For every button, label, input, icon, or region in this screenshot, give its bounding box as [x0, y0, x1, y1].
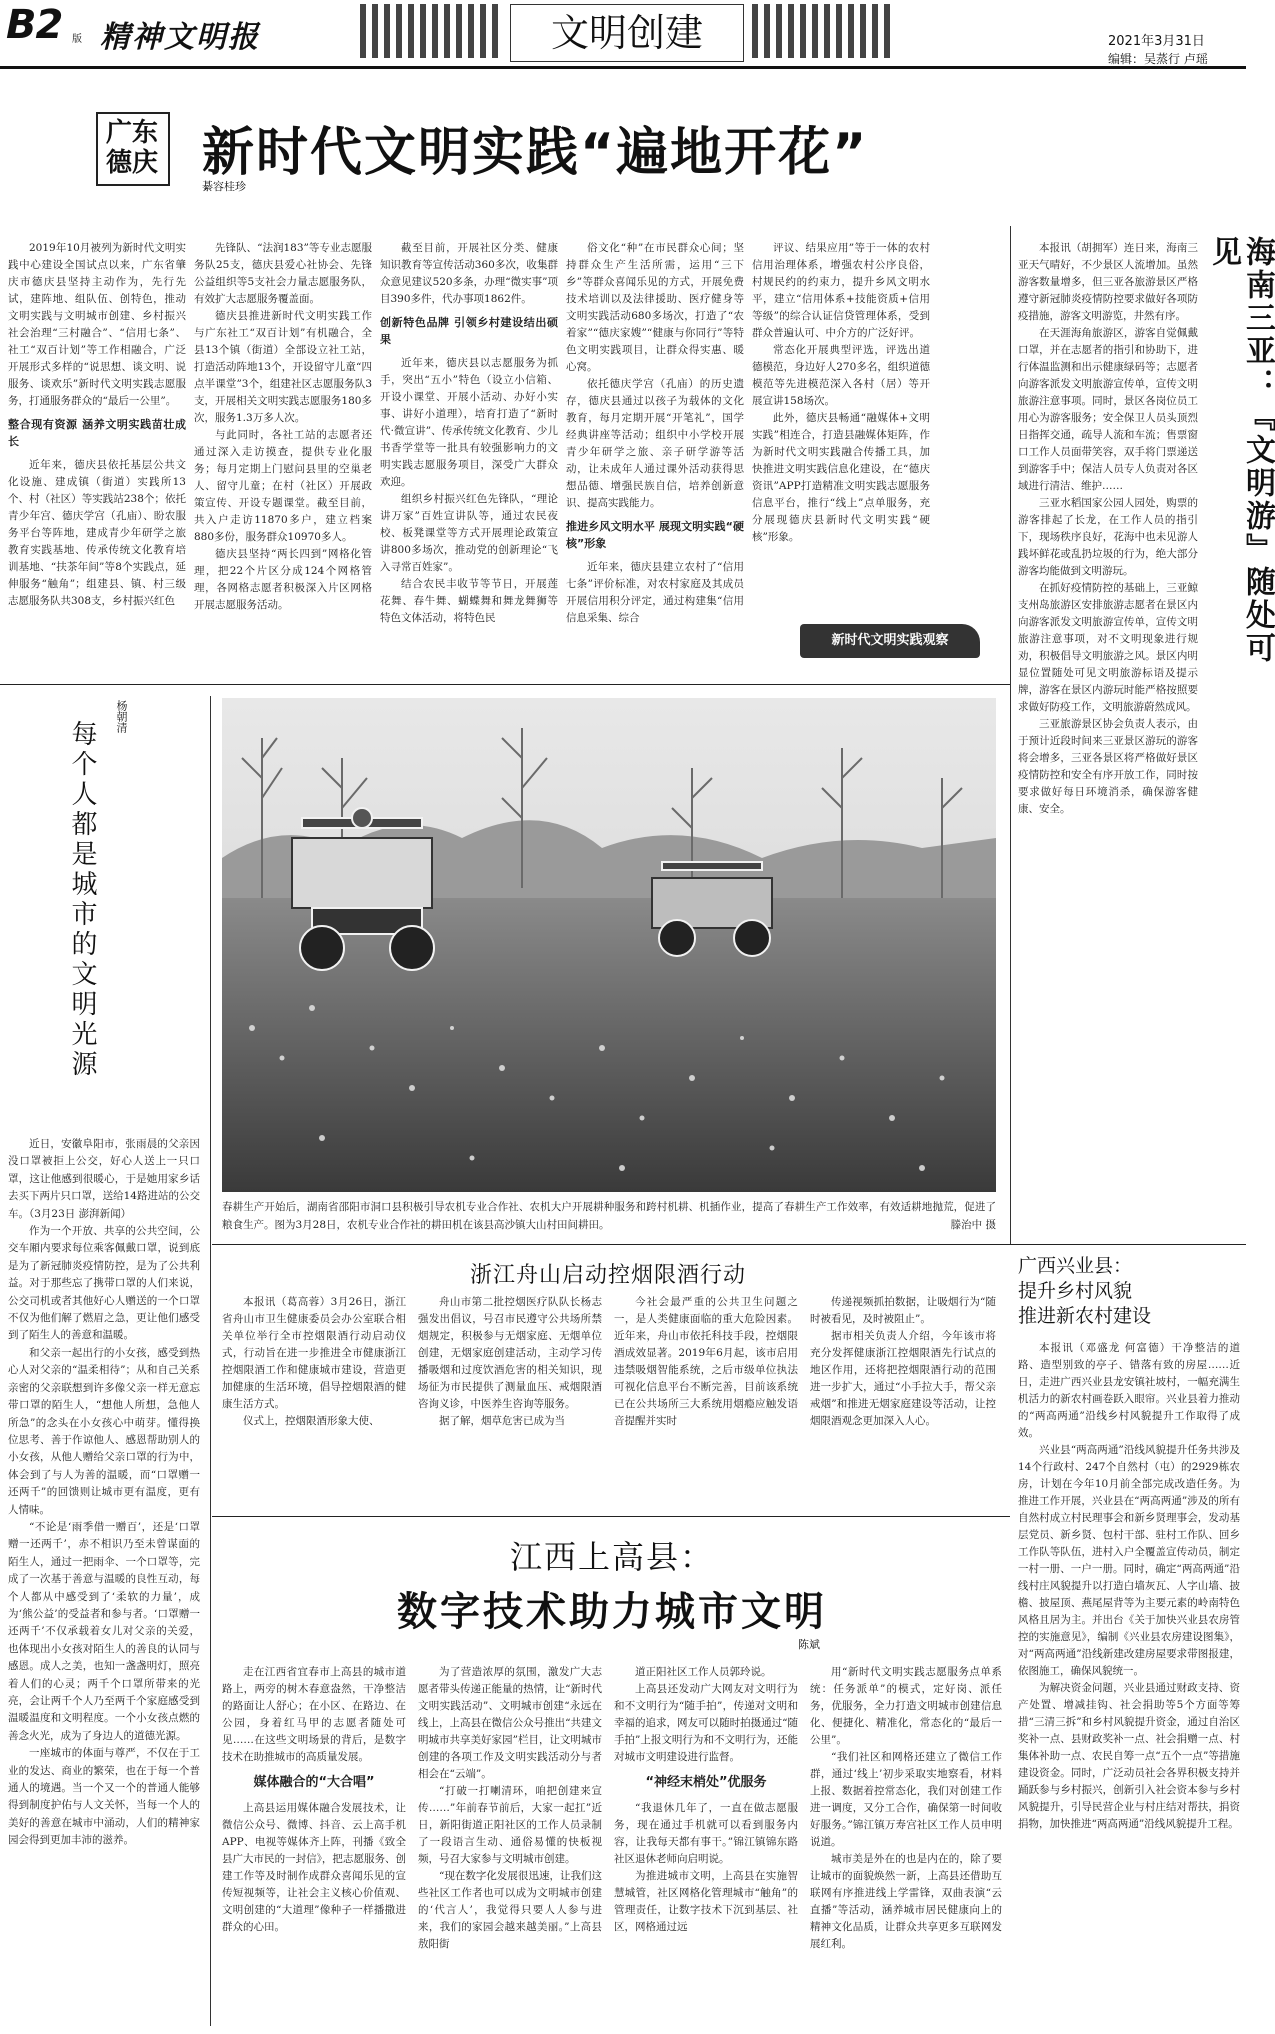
paragraph: 德庆县坚持“两长四到”网格化管理，把22个片区分成124个网格管理，各网格志愿者积极深入片区网格开展志愿服务活动。	[194, 548, 372, 611]
hainan-body	[1018, 240, 1198, 1240]
paragraph: 兴业县“两高两通”沿线风貌提升任务共涉及14个行政村、247个自然村（屯）的2929栋农房，计划在今年10月前全部完成改造任务。为推进工作开展，兴业县在“两高两通”涉及的所有自然村成立村民理事会和新乡贤理事会，发动基层党员、新乡贤、包村干部、驻村工作队、回乡工作队等队伍，进村入户全覆盖宣传动员，制定一村一册、一户一册。同时，确定“两高两通”沿线村庄风貌提升以打造白墙灰瓦、人字山墙、披檐、披屋顶、燕尾屋背等为主要元素的岭南特色风格且居为主。并出台《关于加快兴业县农房管控的实施意见》，编制《兴业县农房建设图集》，对“两高两通”沿线新建改建房屋要求带图报建，依图施工，确保风貌统一。	[1018, 1444, 1240, 1677]
jiangxi-byline: 陈斌	[798, 1638, 820, 1651]
paragraph: 在抓好疫情防控的基础上，三亚鲸支州岛旅游区安排旅游志愿者在景区内向游客派发文明旅游宣传单，宣传文明旅游注意事项，对不文明现象进行规劝，积极倡导文明旅游之风。景区内明显位置随处可见文明旅游标语及提示牌，游客在景区内游玩时能严格按照要求做好防疫工作，文明旅游蔚然成风。	[1018, 582, 1198, 713]
paragraph: 城市美是外在的也是内在的，除了要让城市的面貌焕然一新，上高县还借助互联网有序推进线上学雷锋，双曲表演“云直播”等活动，涵养城市居民健康向上的精神文化品质，让群众共享更多互联网发展红利。	[810, 1853, 1002, 1950]
paragraph: 和父亲一起出行的小女孩，感受到热心人对父亲的“温柔相待”；从和自己关系亲密的父亲联想到许多像父亲一样无意忘带口罩的陌生人，“想他人所想，急他人所急”的念头在小女孩心中萌芽。懂得换位思考、善于作谅他人、感恩帮助别人的小女孩，从他人赠给父亲口罩的行为中，体会到了与人为善的温暖，而“口罩赠一还两千”的回馈则让城市更有温度，更有人情味。	[8, 1346, 200, 1516]
paragraph: 传递视频抓拍数据，让吸烟行为“随时被看见，及时被阻止”。	[810, 1296, 996, 1325]
jiangxi-title-1: 江西上高县：	[509, 1538, 714, 1576]
main-col-4	[566, 240, 744, 672]
page-number: B2	[6, 2, 63, 48]
farm-field-photo	[222, 698, 996, 1192]
masthead-stripes-right	[752, 4, 892, 58]
paragraph: 依托德庆学宫（孔庙）的历史遗存，德庆县通过以孩子为载体的文化教育，每月定期开展“开笔礼”，国学经典讲座等活动；组织中小学校开展青少年研学之旅、亲子研学游等活动，让未成年人通过课外活动获得思想品德、增强民族自信，培养创新意识、提高实践能力。	[566, 378, 744, 509]
paragraph: 一座城市的体面与尊严，不仅在于工业的发达、商业的繁荣，也在于每一个普通人的境遇。当一个又一个的普通人能够得到制度护佑与人文关怀，当每一个人的美好的善意在城市中涌动，人们的精神家园会得到更加丰沛的滋养。	[8, 1747, 200, 1847]
paragraph: 为推进城市文明，上高县在实施智慧城管，社区网格化管理城市“触角”的管理责任，让数字技术下沉到基层、社区，网格通过远	[614, 1870, 798, 1933]
subhead: 推进乡风文明水平 展现文明实践“硬核”形象	[566, 520, 744, 550]
region-tag-line1: 广东	[106, 118, 159, 148]
paragraph: 近日，安徽阜阳市，张雨晨的父亲因没口罩被拒上公交，好心人送上一只口罩，这让他感到很暖心，于是她用家乡话去买下两片只口罩，送给14路进站的公交车。（3月23日 澎湃新闻）	[8, 1138, 200, 1220]
masthead	[0, 0, 1246, 70]
jiangxi-col-2	[418, 1664, 602, 2024]
paragraph: 俗文化“种”在市民群众心间；坚持群众生产生活所需，运用“三下乡”等群众喜闻乐见的方式，开展免费技术培训以及法律援助、医疗健身等文明实践活动680多场次，打造了“农着家”“德庆家嫂”“健康与你同行”等特色文明实践项目，让群众得实惠、暖心窝。	[566, 242, 744, 373]
region-tag-line2: 德庆	[106, 148, 159, 178]
paragraph: “不论是‘雨季借一赠百’，还是‘口罩赠一还两千’，赤不相识乃至未曾谋面的陌生人，通过一把雨伞、一个口罩等，完成了一次基于善意与温暖的良性互动，每个人都从中感受到了‘柔软的力量’，成为‘熊公益’的受益者和参与者。‘口罩赠一还两千’不仅承载着女儿对父亲的关爱，也体现出小女孩对陌生人的善良的认同与感恩。成人之美，也知一盏盏明灯，照亮着人们的心灵；两千个口罩所带来的光亮，会让两千个人乃至两千个家庭感受到温暖温度和文明程度。一个小女孩点燃的善念火光，成为了身边人的道德光源。	[8, 1520, 200, 1742]
paragraph: 德庆县推进新时代文明实践工作与广东社工“双百计划”有机融合，全县13个镇（街道）全部设立社工站，打造活动阵地13个，开设留守儿童“四点半课堂”3个，组建社区志愿服务队3支，开展相关文明实践志愿服务180多次，服务1.3万多人次。	[194, 310, 372, 424]
column-rule	[210, 696, 211, 2026]
paragraph: 本报讯（葛高蓉）3月26日，浙江省舟山市卫生健康委员会办公室联合相关单位举行全市控烟限酒行动启动仪式，行动旨在进一步推进全市健康浙江控烟限酒工作和健康城市建设，营造更加健康的生活环境，倡导控烟限酒的健康生活方式。	[222, 1296, 406, 1410]
headline: 新时代文明实践“遍地开花”	[202, 123, 869, 183]
page-suffix: 版	[72, 34, 82, 45]
paragraph: 近年来，德庆县建立农村了“信用七条”评价标准，对农村家庭及其成员开展信用积分评定，通过构建集“信用信息采集、综合	[566, 561, 744, 624]
paragraph: 近年来，德庆县依托基层公共文化设施、建成镇（街道）实践所13个、村（社区）等实践站238个；依托青少年宫、德庆学宫（孔庙）、盼农服务平台等阵地，建成青少年研学之旅教育实践基地、传承传统文化教育培训基地、“扶茶年间”等8个实践点，延伸服务“触角”；组建县、镇、村三级志愿服务队共308支，乡村振兴红色	[8, 459, 186, 607]
paragraph: “我退休几年了，一直在做志愿服务，现在通过手机就可以看到服务内容，让我每天都有事干。”锦江镇锦东路社区退休老师向启明说。	[614, 1802, 798, 1865]
zhoushan-col-1	[222, 1294, 406, 1506]
paragraph: 作为一个开放、共享的公共空间，公交车厢内要求每位乘客佩戴口罩，说到底是为了新冠肺炎疫情防控，是为了公共利益。对于那些忘了携带口罩的人们来说，公交司机或者其他好心人赠送的一个口罩不仅为他们解了燃眉之急，更让他们感受到了陌生人的善意和温暖。	[8, 1225, 200, 1342]
paragraph: 结合农民丰收节等节日，开展莲花舞、春牛舞、蝴蝶舞和舞龙舞狮等特色文体活动，将特色民	[380, 578, 558, 624]
paragraph: 今社会最严重的公共卫生问题之一，是人类健康面临的重大危险因素。近年来，舟山市依托科技手段，控烟限酒成效显著。2019年6月起，该市启用违禁吸烟智能系统，之后市级单位执法可视化信息平台不断完善，目前该系统已在公共场所三大系统用烟瘾应触发语音提醒并实时	[614, 1296, 798, 1427]
paragraph: 组织乡村振兴红色先锋队，“理论讲万家”百姓宣讲队等，通过农民夜校、板凳课堂等方式开展理论政策宣讲800多场次，推动党的创新理论“飞入寻常百姓家”。	[380, 493, 558, 573]
jiangxi-title-2: 数字技术助力城市文明	[397, 1589, 827, 1635]
hainan-title: 海南三亚：『文明游』随处可见	[1206, 236, 1275, 665]
zhoushan-headline: 浙江舟山启动控烟限酒行动	[469, 1263, 746, 1288]
paragraph: 本报讯（胡拥军）连日来，海南三亚天气晴好，不少景区人流增加。虽然游客数量增多，但三亚各旅游景区严格遵守新冠肺炎疫情防控要求做好各项防疫措施，游客文明游览，井然有序。	[1018, 242, 1198, 322]
paper-name: 精神文明报	[100, 20, 260, 55]
paragraph: 在天涯海角旅游区，游客自觉佩戴口罩，并在志愿者的指引和协助下，进行体温监测和出示健康绿码等；志愿者向游客派发文明旅游宣传单，宣传文明旅游注意事项。同时，景区各岗位员工用心为游客服务；安全保卫人员头顶烈日指挥交通，疏导人流和车流；售票窗口工作人员面带笑容，双手将门票递送到游客手中；保洁人员专人负责对各区域进行清洁、维护……	[1018, 327, 1198, 492]
paragraph: 三亚水稻国家公园人园处，购票的游客排起了长龙，在工作人员的指引下，现场秩序良好，花海中也未见游人践坏鲜花或乱扔垃圾的行为，绝大部分游客均能做到文明游玩。	[1018, 497, 1198, 577]
section-rule	[212, 1516, 1010, 1517]
paragraph: 三亚旅游景区协会负责人表示，由于预计近段时间来三亚景区游玩的游客将会增多，三亚各景区将严格做好景区疫情防控和安全有序开放工作，同时按要求做好每日环境消杀，确保游客健康、安全。	[1018, 718, 1198, 815]
guangxi-title-1: 广西兴业县：	[1018, 1255, 1133, 1277]
subhead: 创新特色品牌 引领乡村建设结出硕果	[380, 316, 558, 346]
paragraph: 上高县还发动广大网友对文明行为和不文明行为“随手拍”，传递对文明和幸福的追求，网友可以随时拍摄通过“随手拍”上报文明行为和不文明行为，还能对城市文明建设进行监督。	[614, 1683, 798, 1763]
editors: 编辑：吴蒸行 卢瑶	[1108, 52, 1208, 66]
paragraph: 本报讯（邓盛龙 何富德）干净整洁的道路、造型别致的亭子、错落有致的房屋……近日，走进广西兴业县龙安镇社坡村，一幅充满生机活力的新农村画卷跃入眼帘。兴业县着力推动的“两高两通”沿线乡村风貌提升工作取得了成效。	[1018, 1342, 1240, 1439]
main-col-1	[8, 240, 186, 672]
practice-badge: 新时代文明实践观察	[800, 624, 980, 658]
paragraph: “现在数字化发展很迅速，让我们这些社区工作者也可以成为文明城市创建的‘代言人’，我觉得只要人人参与进来，我们的家园会越来越美丽。”上高县敖阳街	[418, 1870, 602, 1950]
paragraph: 此外，德庆县畅通“融媒体+文明实践”相连合，打造县融媒体矩阵，作为新时代文明实践融合传播工具，加快推进文明实践信息化建设，在“德庆资讯”APP打造精准文明实践志愿服务信息平台，推行“线上”点单服务，充分展现德庆县新时代文明实践“硬核”形象。	[752, 412, 930, 543]
paragraph: 走在江西省宜春市上高县的城市道路上，两旁的树木春意盎然，干净整洁的路面让人舒心；在小区、在路边、在公园，身着红马甲的志愿者随处可见……在这些文明场景的背后，是数字技术在助推城市的高质量发展。	[222, 1666, 406, 1763]
region-tag	[96, 112, 170, 186]
paragraph: 用“新时代文明实践志愿服务点单系统：任务派单”的模式，定好岗、派任务，优服务，全力打造文明城市创建信息化、便捷化、精准化，常态化的“最后一公里”。	[810, 1666, 1002, 1746]
paragraph: 仪式上，控烟限酒形象大使、	[243, 1415, 380, 1427]
commentary-body	[8, 1136, 200, 2016]
subhead: 媒体融合的“大合唱”	[253, 1775, 375, 1790]
paragraph: 为了营造浓厚的氛围，激发广大志愿者带头传递正能量的热情，让“新时代文明实践活动”、文明城市创建“永远在线上，上高县在微信公众号推出“共建文明城市共享美好家园”栏目，让文明城市创建的各项工作及文明实践活动分与者相会在“云端”。	[418, 1666, 602, 1780]
subhead: “神经末梢处”优服务	[645, 1775, 767, 1790]
paragraph: “我们社区和网格还建立了微信工作群，通过‘线上’初步采取实地察看，材料上报、数据着控常态化，我们对创建工作进一调度，又分工合作，确保第一时间收好服务。”锦江镇万寿宫社区工作人员申明说道。	[810, 1751, 1002, 1848]
guangxi-title-3: 推进新农村建设	[1018, 1305, 1152, 1327]
guangxi-title-block	[1018, 1254, 1238, 1330]
paragraph: “打破一打喇清环，咱把创建来宣传……”年前春节前后，大家一起扛”近日，新阳街道正阳社区的工作人员录制了一段语言生动、通俗易懂的快板视频，号召大家参与文明城市创建。	[418, 1785, 602, 1865]
paragraph: 截至目前，开展社区分类、健康知识教育等宣传活动360多次，收集群众意见建议520多条，办理“微实事”项目390多件，代办事项1862件。	[380, 242, 558, 305]
paragraph: 与此同时，各社工站的志愿者还通过深入走访摸查，提供专业化服务；每月定期上门慰问县里的空巢老人、留守儿童；在村（社区）开展政策宣传、开设专题课堂。截至目前，共入户走访11870多户，建立档案880多份，服务群众10970多人。	[194, 429, 372, 543]
commentary-author: 杨朝清	[115, 700, 128, 733]
zhoushan-col-3	[614, 1294, 798, 1506]
column-rule	[1010, 226, 1011, 1244]
masthead-stripes-left	[360, 4, 500, 58]
paragraph: 据了解，烟草危害已成为当	[439, 1415, 565, 1427]
guangxi-title-2: 提升乡村风貌	[1018, 1280, 1133, 1302]
section-rule	[212, 1244, 1246, 1245]
photo-caption	[222, 1198, 996, 1238]
zhoushan-col-2	[418, 1294, 602, 1506]
byline: 綦容桂珍	[202, 180, 246, 193]
paragraph: 舟山市第二批控烟医疗队队长杨志强发出倡议，号召市民遵守公共场所禁烟规定，积极参与无烟家庭、无烟单位创建，无烟家庭创建活动，主动学习传播吸烟和过度饮酒危害的相关知识，现场征为市民提供了测量血压、戒烟限酒咨询义诊，中医养生咨询等服务。	[418, 1296, 602, 1410]
news-photo	[222, 698, 996, 1192]
paragraph: 先锋队、“法润183”等专业志愿服务队25支，德庆县爱心社协会、先锋公益组织等5支社会力量志愿服务队，有效扩大志愿服务覆盖面。	[194, 242, 372, 305]
paragraph: 道正阳社区工作人员郭玲说。	[635, 1666, 772, 1678]
jiangxi-col-1	[222, 1664, 406, 2024]
paragraph: 评议、结果应用”等于一体的农村信用治理体系，增强农村公序良俗，村规民约的约束力，提升乡风文明水平，建立“信用体系+技能资质+信用等级”的综合认证信贷管理体系，受到群众普遍认可、中介方的广泛好评。	[752, 242, 930, 339]
paragraph: 上高县运用媒体融合发展技术，让微信公众号、微博、抖音、云上高手机APP、电视等媒体齐上阵，刊播《致全县广大市民的一封信》，把志愿服务、创建工作等及时制作成群众喜闻乐见的宣传短视频等，让社会主义核心价值观、文明创建的“大道理”像种子一样播撒进群众的心田。	[222, 1802, 406, 1933]
section-title: 文明创建	[510, 4, 744, 62]
subhead: 整合现有资源 涵养文明实践苗壮成长	[8, 418, 186, 448]
masthead-rule	[0, 66, 1246, 69]
guangxi-body	[1018, 1340, 1240, 2026]
main-col-5	[752, 240, 930, 600]
issue-date: 2021年3月31日	[1108, 34, 1205, 49]
jiangxi-col-3	[614, 1664, 798, 2024]
paragraph: 近年来，德庆县以志愿服务为抓手，突出“五小”特色（设立小信箱、开设小课堂、开展小活动、办好小实事、讲好小道理），培育打造了“新时代·微宣讲”、传承传统文化教育、少儿书香学堂等一批具有较强影响力的文明实践志愿服务项目，深受广大群众欢迎。	[380, 357, 558, 488]
main-col-3	[380, 240, 558, 672]
photo-credit: 滕治中 摄	[950, 1219, 996, 1231]
paragraph: 为解决资金问题，兴业县通过财政支持、资产处置、增减挂钩、社会捐助等5个方面等筹措“三清三拆”和乡村风貌提升资金，通过自治区奖补一点、县财政奖补一点、社会捐赠一点、村集体补助一点、农民自筹一点“五个一点”等措施建设资金。同时，广泛动员社会各界积极支持并踊跃参与乡村振兴，创新引入社会资本参与乡村风貌提升，引导民营企业与村庄结对帮扶，捐资捐物，加快推进“两高两通”沿线风貌提升工程。	[1018, 1682, 1240, 1830]
paragraph: 常态化开展典型评选，评选出道德模范，身边好人270多名，组织道德模范等先进模范深入各村（居）等开展宣讲158场次。	[752, 344, 930, 407]
commentary-title: 每个人都是城市的文明光源	[67, 720, 97, 1080]
main-col-2	[194, 240, 372, 672]
paragraph: 2019年10月被列为新时代文明实践中心建设全国试点以来，广东省肇庆市德庆县坚持主动作为，先行先试，建阵地、组队伍、创特色，推动文明实践与文明城市创建、乡村振兴社会治理“三村融合”、“信用七条”、社工“双百计划”等工作相融合，广泛开展形式多样的“说思想、谈文明、说服务、谈欢乐”新时代文明实践志愿服务，打通服务群众的“最后一公里”。	[8, 242, 186, 407]
zhoushan-col-4	[810, 1294, 996, 1506]
section-rule	[0, 684, 1010, 685]
jiangxi-col-4	[810, 1664, 1002, 2024]
paragraph: 据市相关负责人介绍，今年该市将充分发挥健康浙江控烟限酒先行试点的地区作用，还将把控烟限酒行动的范围进一步扩大，通过“小手拉大手，帮父亲戒烟”和推进无烟家庭建设等活动，让控烟限酒观念更加深入人心。	[810, 1330, 996, 1427]
photo-caption-text: 春耕生产开始后，湖南省邵阳市洞口县积极引导农机专业合作社、农机大户开展耕种服务和跨村机耕、机插作业，提高了春耕生产工作效率，有效适耕地抛荒，促进了粮食生产。图为3月28日，农机专业合作社的耕田机在该县高沙镇大山村田间耕田。	[222, 1201, 996, 1231]
